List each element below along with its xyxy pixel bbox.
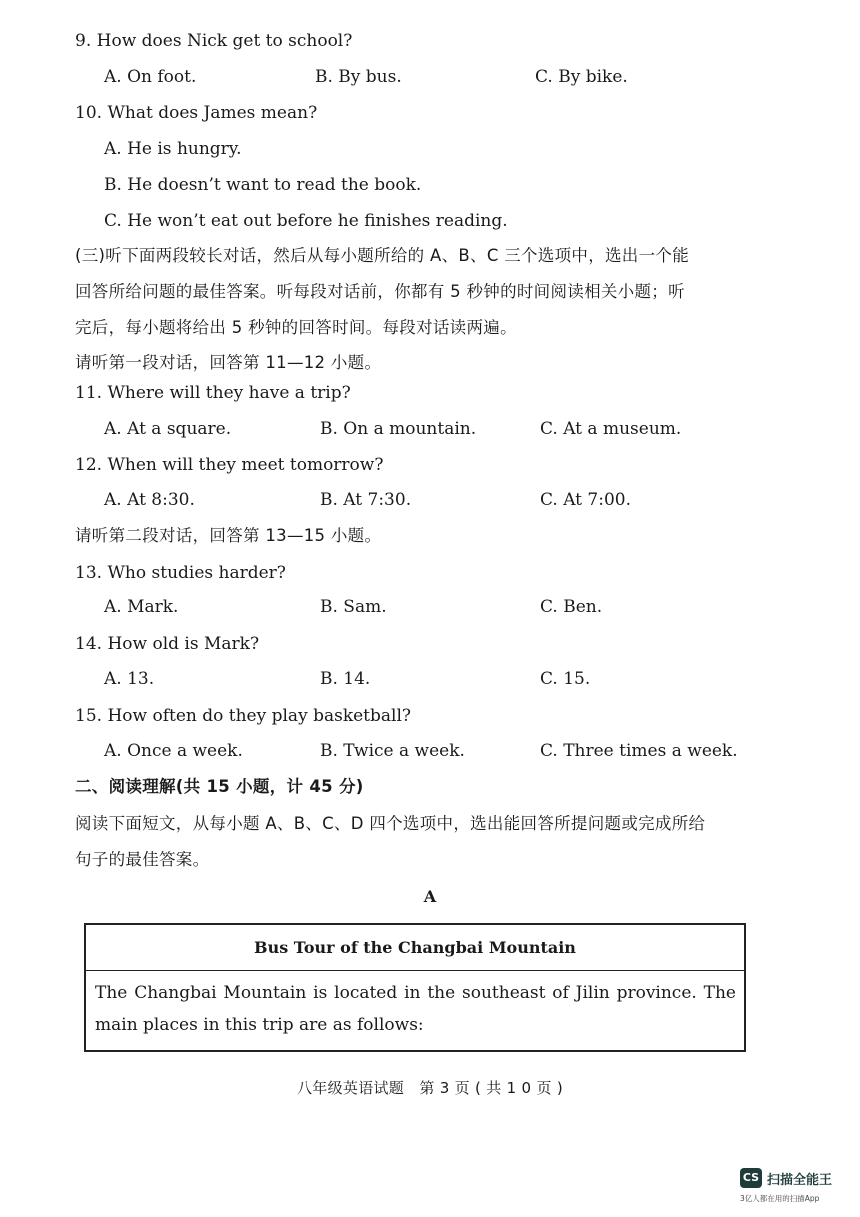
- question-13: [75, 563, 286, 583]
- question-number: 9.: [75, 31, 92, 51]
- options-q15: [0, 741, 860, 761]
- option-b: B. By bus.: [315, 67, 402, 87]
- passage-text: The Changbai Mountain is located in the southeast of Jilin province. The main places in this trip are as follows:: [95, 983, 736, 1035]
- question-number: 14.: [75, 634, 103, 654]
- option-b: B. 14.: [320, 669, 371, 689]
- option-b: B. Sam.: [320, 597, 387, 617]
- question-text: Who studies harder?: [107, 563, 286, 583]
- question-14: [75, 634, 259, 654]
- option-a: A. He is hungry.: [104, 139, 242, 159]
- option-a: A. Once a week.: [104, 741, 243, 761]
- options-q14: [0, 669, 860, 689]
- option-b: B. He doesn’t want to read the book.: [104, 175, 422, 195]
- part2-heading: 二、阅读理解(共 15 小题，计 45 分): [75, 777, 364, 796]
- section3-instruction-line: (三)听下面两段较长对话，然后从每小题所给的 A、B、C 三个选项中，选出一个能: [75, 246, 689, 265]
- question-text: How often do they play basketball?: [107, 706, 412, 726]
- option-a: A. At a square.: [104, 419, 232, 439]
- scanner-watermark: [740, 1168, 850, 1208]
- options-q11: [0, 419, 860, 439]
- option-c: C. At 7:00.: [540, 490, 632, 510]
- option-b: B. Twice a week.: [320, 741, 465, 761]
- dialog1-instruction: 请听第一段对话，回答第 11—12 小题。: [75, 353, 382, 372]
- option-a: A. 13.: [104, 669, 155, 689]
- question-11: [75, 383, 351, 403]
- option-b: B. At 7:30.: [320, 490, 412, 510]
- question-number: 15.: [75, 706, 103, 726]
- question-text: How does Nick get to school?: [96, 31, 353, 51]
- option-c: C. At a museum.: [540, 419, 682, 439]
- question-15: [75, 706, 411, 726]
- question-number: 13.: [75, 563, 103, 583]
- watermark-name: 扫描全能王: [767, 1173, 833, 1188]
- passage-box: [84, 923, 746, 1052]
- question-text: How old is Mark?: [107, 634, 260, 654]
- question-number: 12.: [75, 455, 103, 475]
- camscanner-logo-icon: CS: [740, 1168, 762, 1188]
- option-c: C. By bike.: [535, 67, 628, 87]
- options-q9: [0, 67, 860, 87]
- section3-instruction-line: 完后，每小题将给出 5 秒钟的回答时间。每段对话读两遍。: [75, 318, 517, 337]
- question-12: [75, 455, 383, 475]
- option-c: C. Ben.: [540, 597, 603, 617]
- dialog2-instruction: 请听第二段对话，回答第 13—15 小题。: [75, 526, 382, 545]
- question-number: 11.: [75, 383, 103, 403]
- question-10: [75, 103, 317, 123]
- passage-title: Bus Tour of the Changbai Mountain: [86, 925, 744, 971]
- options-q12: [0, 490, 860, 510]
- question-9: [75, 31, 352, 51]
- option-c: C. He won’t eat out before he finishes reading.: [104, 211, 508, 231]
- question-text: When will they meet tomorrow?: [107, 455, 384, 475]
- option-a: A. At 8:30.: [104, 490, 195, 510]
- option-a: A. On foot.: [104, 67, 197, 87]
- option-a: A. Mark.: [104, 597, 179, 617]
- option-c: C. 15.: [540, 669, 591, 689]
- passage-letter: A: [423, 887, 437, 906]
- option-b: B. On a mountain.: [320, 419, 477, 439]
- question-number: 10.: [75, 103, 103, 123]
- watermark-subtitle: 3亿人都在用的扫描App: [740, 1194, 820, 1203]
- question-text: What does James mean?: [107, 103, 318, 123]
- option-c: C. Three times a week.: [540, 741, 738, 761]
- page-footer: 八年级英语试题 第 3 页 ( 共 1 0 页 ): [297, 1079, 563, 1097]
- options-q13: [0, 597, 860, 617]
- part2-instruction-line: 句子的最佳答案。: [75, 850, 210, 869]
- question-text: Where will they have a trip?: [107, 383, 351, 403]
- part2-instruction-line: 阅读下面短文，从每小题 A、B、C、D 四个选项中，选出能回答所提问题或完成所给: [75, 814, 706, 833]
- section3-instruction-line: 回答所给问题的最佳答案。听每段对话前，你都有 5 秒钟的时间阅读相关小题；听: [75, 282, 685, 301]
